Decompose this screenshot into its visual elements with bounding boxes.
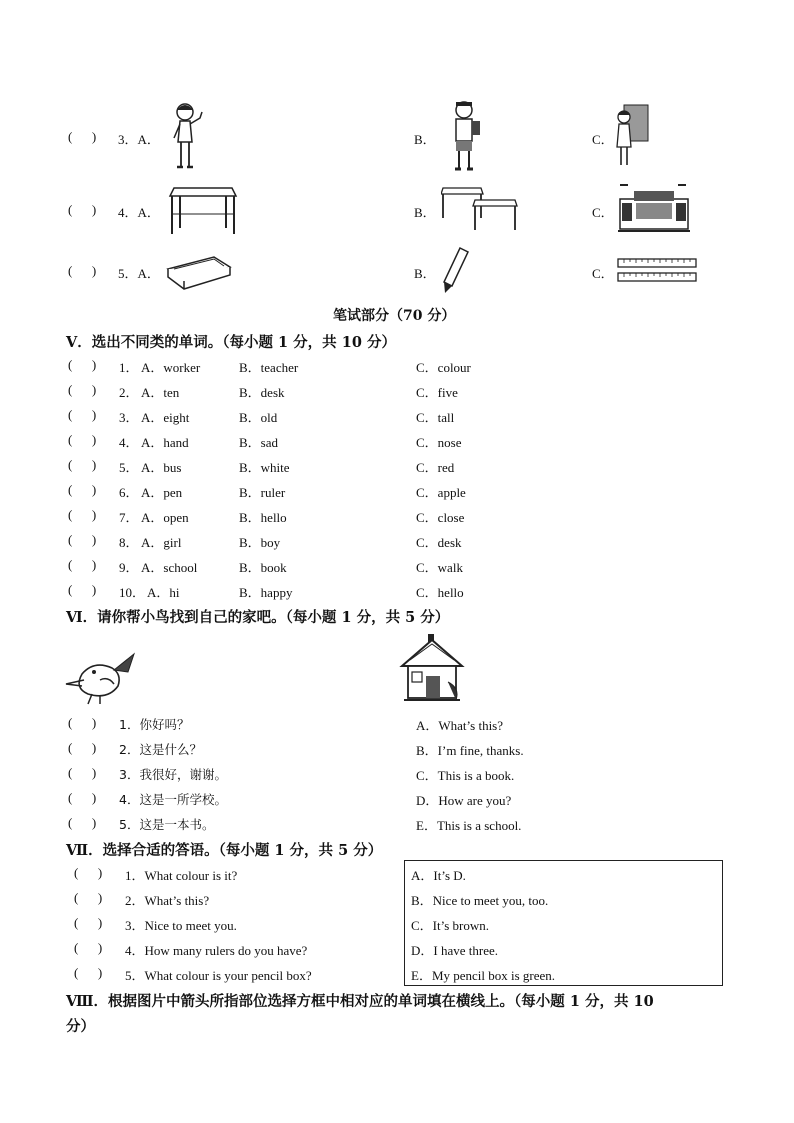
written-section-header: 笔试部分（70 分） xyxy=(333,308,456,324)
option-a: A．pen xyxy=(141,485,183,500)
option-b: B．book xyxy=(239,560,287,575)
option-c: C．red xyxy=(416,460,455,475)
question-number: 7． xyxy=(119,510,139,525)
option-c-label: C． xyxy=(592,132,614,147)
option-c: C．colour xyxy=(416,360,471,375)
question-text: 3．我很好，谢谢。 xyxy=(119,767,227,782)
question-text: 4．这是一所学校。 xyxy=(119,792,227,807)
answer-option: D．How are you? xyxy=(416,793,512,808)
answer-option: B．Nice to meet you, too. xyxy=(411,893,549,908)
question-number: 3．A． xyxy=(118,132,160,147)
two-desks-picture xyxy=(441,184,521,234)
option-c: C．desk xyxy=(416,535,462,550)
answer-blank[interactable]: ( ) xyxy=(68,582,97,597)
option-a: A．ten xyxy=(141,385,180,400)
answer-blank[interactable]: ( ) xyxy=(74,890,103,905)
option-c: C．tall xyxy=(416,410,455,425)
option-a: A．girl xyxy=(141,535,182,550)
section-6-title: Ⅵ．请你帮小鸟找到自己的家吧。（每小题 1 分，共 5 分） xyxy=(66,609,450,626)
answer-option: B．I’m fine, thanks. xyxy=(416,743,524,758)
option-c: C．nose xyxy=(416,435,462,450)
option-b: B．ruler xyxy=(239,485,286,500)
teacher-at-board-picture xyxy=(614,103,650,169)
answer-blank[interactable]: ( ) xyxy=(68,263,97,278)
answer-blank[interactable]: ( ) xyxy=(68,432,97,447)
option-a: A．eight xyxy=(141,410,190,425)
option-b-label: B． xyxy=(414,132,436,147)
option-b-label: B． xyxy=(414,266,436,281)
question-text: 5．这是一本书。 xyxy=(119,817,215,832)
option-a: A．school xyxy=(141,560,198,575)
option-c: C．five xyxy=(416,385,458,400)
answer-blank[interactable]: ( ) xyxy=(68,507,97,522)
answer-blank[interactable]: ( ) xyxy=(74,915,103,930)
section-5-title: Ⅴ．选出不同类的单词。（每小题 1 分，共 10 分） xyxy=(66,334,396,351)
question-number: 5． xyxy=(119,460,139,475)
bird-picture xyxy=(64,650,140,706)
answer-option: C．This is a book. xyxy=(416,768,515,783)
option-a: A．hi xyxy=(147,585,180,600)
option-c: C．walk xyxy=(416,560,463,575)
option-b: B．sad xyxy=(239,435,279,450)
answer-blank[interactable]: ( ) xyxy=(74,940,103,955)
answer-blank[interactable]: ( ) xyxy=(68,790,97,805)
answer-blank[interactable]: ( ) xyxy=(68,815,97,830)
option-c-label: C． xyxy=(592,266,614,281)
answer-blank[interactable]: ( ) xyxy=(68,715,97,730)
answer-blank[interactable]: ( ) xyxy=(68,357,97,372)
question-text: 1．你好吗？ xyxy=(119,717,190,732)
pencil-box-picture xyxy=(164,249,234,291)
option-a: A．worker xyxy=(141,360,201,375)
question-number: 4．A． xyxy=(118,205,160,220)
question-text: 1．What colour is it? xyxy=(125,868,238,883)
question-number: 10． xyxy=(119,585,146,600)
answer-blank[interactable]: ( ) xyxy=(68,407,97,422)
option-b: B．boy xyxy=(239,535,281,550)
answer-option: C．It’s brown. xyxy=(411,918,490,933)
boy-with-backpack-picture xyxy=(446,98,486,174)
question-text: 2．这是什么？ xyxy=(119,742,202,757)
question-number: 9． xyxy=(119,560,139,575)
question-number: 2． xyxy=(119,385,139,400)
answer-blank[interactable]: ( ) xyxy=(68,482,97,497)
question-number: 3． xyxy=(119,410,139,425)
question-number: 8． xyxy=(119,535,139,550)
answer-option: A．It’s D. xyxy=(411,868,466,883)
answer-option: E．My pencil box is green. xyxy=(411,968,556,983)
section-8-title: Ⅷ．根据图片中箭头所指部位选择方框中相对应的单词填在横线上。（每小题 1 分，共 10 xyxy=(66,993,654,1010)
option-b: B．desk xyxy=(239,385,285,400)
question-number: 1． xyxy=(119,360,139,375)
option-a: A．open xyxy=(141,510,189,525)
girl-pointing-picture xyxy=(168,100,208,172)
option-a: A．hand xyxy=(141,435,189,450)
option-c: C．close xyxy=(416,510,465,525)
answer-blank[interactable]: ( ) xyxy=(74,865,103,880)
answer-blank[interactable]: ( ) xyxy=(68,129,97,144)
answer-option: A．What’s this? xyxy=(416,718,504,733)
option-b: B．white xyxy=(239,460,290,475)
option-c-label: C． xyxy=(592,205,614,220)
option-c: C．hello xyxy=(416,585,464,600)
single-desk-picture xyxy=(166,184,240,238)
option-c: C．apple xyxy=(416,485,466,500)
answer-blank[interactable]: ( ) xyxy=(68,457,97,472)
option-b-label: B． xyxy=(414,205,436,220)
answer-blank[interactable]: ( ) xyxy=(68,557,97,572)
answer-option: D．I have three. xyxy=(411,943,498,958)
answer-blank[interactable]: ( ) xyxy=(68,532,97,547)
rulers-picture xyxy=(616,257,698,285)
question-number: 5．A． xyxy=(118,266,160,281)
option-a: A．bus xyxy=(141,460,182,475)
question-text: 5．What colour is your pencil box? xyxy=(125,968,312,983)
question-text: 4．How many rulers do you have? xyxy=(125,943,308,958)
section-7-title: Ⅶ．选择合适的答语。（每小题 1 分，共 5 分） xyxy=(66,842,383,859)
answer-blank[interactable]: ( ) xyxy=(68,202,97,217)
question-text: 2．What’s this? xyxy=(125,893,210,908)
answer-blank[interactable]: ( ) xyxy=(68,765,97,780)
birdhouse-picture xyxy=(398,632,466,704)
answer-blank[interactable]: ( ) xyxy=(74,965,103,980)
desk-with-books-picture xyxy=(616,181,692,237)
question-text: 3．Nice to meet you. xyxy=(125,918,237,933)
section-8-title-continued: 分） xyxy=(66,1018,95,1035)
option-b: B．teacher xyxy=(239,360,299,375)
option-b: B．hello xyxy=(239,510,287,525)
question-number: 6． xyxy=(119,485,139,500)
answer-blank[interactable]: ( ) xyxy=(68,740,97,755)
option-b: B．old xyxy=(239,410,278,425)
question-number: 4． xyxy=(119,435,139,450)
answer-blank[interactable]: ( ) xyxy=(68,382,97,397)
answer-option: E．This is a school. xyxy=(416,818,522,833)
pencil-picture xyxy=(440,246,470,296)
option-b: B．happy xyxy=(239,585,293,600)
